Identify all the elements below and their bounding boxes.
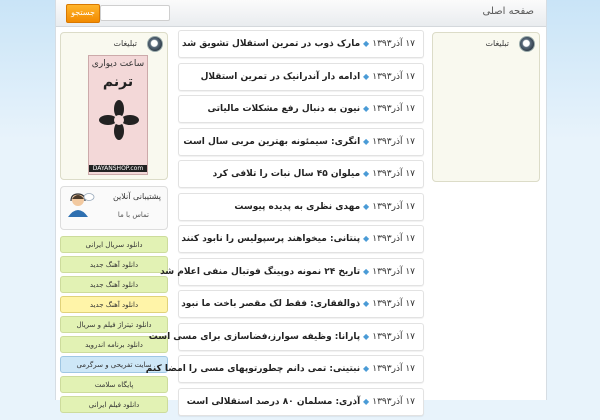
news-title[interactable]: نیون به دنبال رفع مشکلات مالیاتی (207, 104, 361, 114)
news-item[interactable] (178, 63, 424, 91)
support-contact-link[interactable]: تماس با ما (117, 211, 149, 219)
page-container (55, 0, 547, 409)
news-date: ۱۷ آذر۱۳۹۳ (372, 71, 415, 82)
news-date: ۱۷ آذر۱۳۹۳ (372, 299, 415, 309)
home-link[interactable]: صفحه اصلی (482, 6, 534, 17)
news-item[interactable] (178, 290, 424, 318)
news-title[interactable]: پارانا: وظیفه سوارز،فضاسازی برای مسی است (148, 331, 361, 342)
news-item[interactable] (178, 95, 424, 123)
pin-icon: ◆ (360, 201, 370, 211)
pin-icon: ◆ (360, 169, 370, 178)
news-date: ۱۷ آذر۱۳۹۳ (372, 364, 415, 374)
ad-banner-line2: ترنم (102, 74, 134, 90)
sidebar-link[interactable]: دانلود سریال ایرانی (60, 236, 168, 253)
news-date: ۱۷ آذر۱۳۹۳ (372, 396, 415, 407)
right-ad-icon (519, 36, 535, 52)
news-date: ۱۷ آذر۱۳۹۳ (372, 331, 415, 342)
news-date: ۱۷ آذر۱۳۹۳ (372, 234, 415, 244)
news-title[interactable]: میلوان ۴۵ سال نبات را تلافی کرد (212, 169, 361, 179)
pin-icon: ◆ (360, 266, 370, 276)
ad-box (60, 32, 168, 180)
ad-banner-line1: ساعت دیواری (91, 59, 145, 69)
ad-box-title: تبلیغات (113, 39, 137, 48)
news-date: ۱۷ آذر۱۳۹۳ (372, 104, 415, 114)
right-ad-title: تبلیغات (485, 39, 509, 48)
news-title[interactable]: مارک ذوب در تمرین استقلال تشویق شد (182, 39, 361, 49)
header-bar (56, 0, 546, 27)
search-button[interactable]: جستجو (66, 4, 100, 23)
support-box (60, 186, 168, 230)
ad-banner-site: DAYANSHOP.com (89, 165, 147, 172)
sidebar-link[interactable]: پایگاه سلامت (60, 376, 168, 393)
pin-icon: ◆ (360, 396, 370, 406)
pin-icon: ◆ (360, 136, 370, 146)
news-item[interactable] (178, 225, 424, 253)
sidebar-link[interactable]: دانلود فیلم ایرانی (60, 396, 168, 413)
news-title[interactable]: آذری: مسلمان ۸۰ درصد استقلالی است (186, 396, 361, 407)
news-item[interactable] (145, 355, 424, 383)
news-list (145, 30, 424, 420)
news-title[interactable]: ذوالفقاری: فقط لک مقصر باخت ما نبود (181, 299, 361, 309)
search-input[interactable] (100, 5, 170, 21)
news-item[interactable] (178, 160, 424, 188)
ad-icon (147, 36, 163, 52)
support-title: پشتیبانی آنلاین (112, 192, 161, 201)
flower-ornament-icon (99, 100, 139, 140)
sidebar-link[interactable]: دانلود آهنگ جدید (60, 256, 168, 273)
sidebar-link[interactable]: دانلود برنامه اندروید (60, 336, 168, 353)
pin-icon: ◆ (360, 104, 370, 113)
news-item[interactable] (148, 323, 424, 351)
news-date: ۱۷ آذر۱۳۹۳ (372, 136, 415, 147)
ad-banner-image[interactable] (88, 55, 148, 175)
sidebar-link[interactable]: سایت تفریحی و سرگرمی (60, 356, 168, 373)
right-sidebar (432, 32, 540, 182)
news-item[interactable] (178, 30, 424, 58)
right-ad-box (432, 32, 540, 182)
news-item[interactable] (160, 258, 424, 286)
news-date: ۱۷ آذر۱۳۹۳ (372, 266, 415, 277)
support-agent-icon (65, 189, 95, 219)
news-title[interactable]: پنتانی: میخواهند پرسپولیس را نابود کنند (181, 234, 361, 244)
sidebar-link[interactable]: دانلود آهنگ جدید (60, 276, 168, 293)
news-title[interactable]: نبتینی: تمی دانم چطورتوپهای مسی را امضا کنم (145, 364, 361, 374)
news-date: ۱۷ آذر۱۳۹۳ (372, 201, 415, 212)
news-title[interactable]: ادامه دار آندرانیک در تمرین استقلال (200, 71, 361, 82)
pin-icon: ◆ (360, 71, 370, 81)
pin-icon: ◆ (360, 364, 370, 373)
pin-icon: ◆ (360, 39, 370, 48)
news-item[interactable] (178, 128, 424, 156)
news-date: ۱۷ آذر۱۳۹۳ (372, 169, 415, 179)
pin-icon: ◆ (360, 299, 370, 308)
news-item[interactable] (178, 388, 424, 416)
news-date: ۱۷ آذر۱۳۹۳ (372, 39, 415, 49)
sidebar-link[interactable]: دانلود تیتراژ فیلم و سریال (60, 316, 168, 333)
news-title[interactable]: تاریخ ۲۴ نمونه دوپینگ فوتبال منفی اعلام شد (160, 266, 361, 277)
news-title[interactable]: مهدی نظری به پدیده پیوست (234, 201, 361, 212)
news-title[interactable]: انگری: سیمئونه بهترین مربی سال است (183, 136, 361, 147)
pin-icon: ◆ (360, 234, 370, 243)
sidebar-link[interactable]: دانلود آهنگ جدید (60, 296, 168, 313)
pin-icon: ◆ (360, 331, 370, 341)
news-item[interactable] (178, 193, 424, 221)
